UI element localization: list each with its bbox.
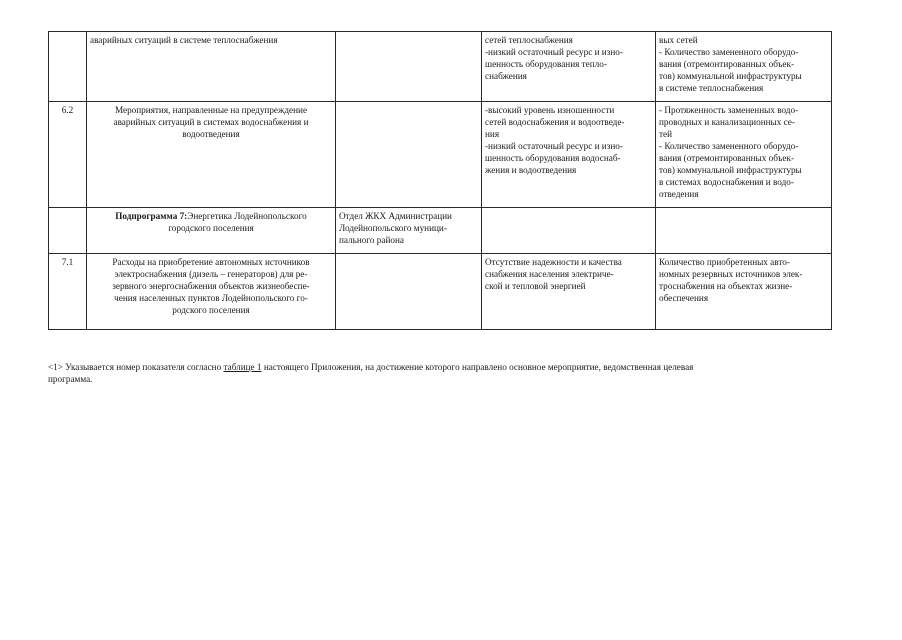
- activity-name-cell: [87, 102, 336, 208]
- indicators-cell: [656, 208, 832, 254]
- table-row: [49, 102, 832, 208]
- row-number-cell: [49, 208, 87, 254]
- executor-cell: [336, 32, 482, 102]
- activity-name-line: электроснабжения (дизель – генераторов) для ре-: [114, 268, 308, 279]
- indicator-line: тов) коммунальной инфраструктуры: [659, 70, 802, 81]
- problem-line: ния: [485, 128, 500, 139]
- indicator-line: отведения: [659, 188, 699, 199]
- program-table: [48, 31, 832, 330]
- activity-name-line: аварийных ситуаций в системе теплоснабжения: [90, 35, 278, 45]
- activity-name-line: чения населенных пунктов Лодейнопольского го-: [114, 292, 308, 303]
- executor-cell: [336, 208, 482, 254]
- problem-line: шенность оборудования водоснаб-: [485, 152, 621, 163]
- activity-name-line: Расходы на приобретение автономных источников: [112, 257, 310, 267]
- problem-line: сетей водоснабжения и водоотведе-: [485, 116, 625, 127]
- problem-line: ской и тепловой энергией: [485, 280, 586, 291]
- table-row: [49, 208, 832, 254]
- problems-cell: [482, 208, 656, 254]
- indicator-line: Количество приобретенных авто-: [659, 257, 790, 267]
- indicator-line: тов) коммунальной инфраструктуры: [659, 164, 802, 175]
- indicator-line: - Протяженность замененных водо-: [659, 105, 799, 115]
- problems-cell: [482, 102, 656, 208]
- footnote-text-start: <1> Указывается номер показателя согласно: [48, 362, 224, 372]
- subprogram-label: Подпрограмма 7:: [115, 211, 188, 221]
- problem-line: сетей теплоснабжения: [485, 35, 573, 45]
- indicators-cell: [656, 32, 832, 102]
- footnote-text-line2: программа.: [48, 374, 93, 385]
- activity-name-line: водоотведения: [182, 128, 240, 139]
- indicator-line: троснабжения на объектах жизне-: [659, 280, 793, 291]
- activity-name-line: родского поселения: [172, 304, 250, 315]
- table-body: [49, 32, 832, 330]
- executor-line: Отдел ЖКХ Администрации: [339, 211, 452, 221]
- table-row: [49, 32, 832, 102]
- footnote: [48, 361, 828, 385]
- activity-name-line: Подпрограмма 7:Энергетика Лодейнопольского: [115, 211, 307, 221]
- indicator-line: - Количество замененного оборудо-: [659, 140, 799, 151]
- table-row: [49, 254, 832, 330]
- table-1-link[interactable]: таблице 1: [223, 362, 262, 372]
- indicator-line: в системе теплоснабжения: [659, 82, 764, 93]
- activity-name-line: зервного энергоснабжения объектов жизнеобеспе-: [112, 280, 310, 291]
- row-number-cell: [49, 254, 87, 330]
- indicator-line: обеспечения: [659, 292, 709, 303]
- row-number: 6.2: [61, 105, 74, 115]
- activity-name-line: городского поселения: [168, 222, 254, 233]
- indicators-cell: [656, 254, 832, 330]
- executor-cell: [336, 102, 482, 208]
- indicator-line: - Количество замененного оборудо-: [659, 46, 799, 57]
- indicator-line: проводных и канализационных се-: [659, 116, 795, 127]
- executor-cell: [336, 254, 482, 330]
- indicators-cell: [656, 102, 832, 208]
- problem-line: шенность оборудования тепло-: [485, 58, 607, 69]
- problem-line: -низкий остаточный ресурс и изно-: [485, 140, 623, 151]
- problem-line: -низкий остаточный ресурс и изно-: [485, 46, 623, 57]
- problems-cell: [482, 254, 656, 330]
- executor-line: Лодейнопольского муници-: [339, 222, 447, 233]
- activity-name-cell: [87, 254, 336, 330]
- activity-name-cell: [87, 32, 336, 102]
- indicator-line: в системах водоснабжения и водо-: [659, 176, 794, 187]
- indicator-line: вания (отремонтированных объек-: [659, 58, 795, 69]
- activity-name-cell: [87, 208, 336, 254]
- problem-line: жения и водоотведения: [485, 164, 577, 175]
- row-number-cell: [49, 32, 87, 102]
- activity-name-line: Мероприятия, направленные на предупреждение: [114, 105, 308, 115]
- problem-line: Отсутствие надежности и качества: [485, 257, 622, 267]
- indicator-line: номных резервных источников элек-: [659, 268, 803, 279]
- problems-cell: [482, 32, 656, 102]
- problem-line: снабжения населения электриче-: [485, 268, 614, 279]
- indicator-line: вых сетей: [659, 35, 698, 45]
- activity-name-line: аварийных ситуаций в системах водоснабжения и: [113, 116, 309, 127]
- indicator-line: тей: [659, 128, 673, 139]
- problem-line: снабжения: [485, 70, 527, 81]
- executor-line: пального района: [339, 234, 404, 245]
- indicator-line: вания (отремонтированных объек-: [659, 152, 795, 163]
- problem-line: -высокий уровень изношенности: [485, 105, 615, 115]
- footnote-text-end: настоящего Приложения, на достижение которого направлено основное мероприятие, ведомственная целевая: [261, 362, 694, 372]
- row-number: 7.1: [61, 257, 74, 267]
- row-number-cell: [49, 102, 87, 208]
